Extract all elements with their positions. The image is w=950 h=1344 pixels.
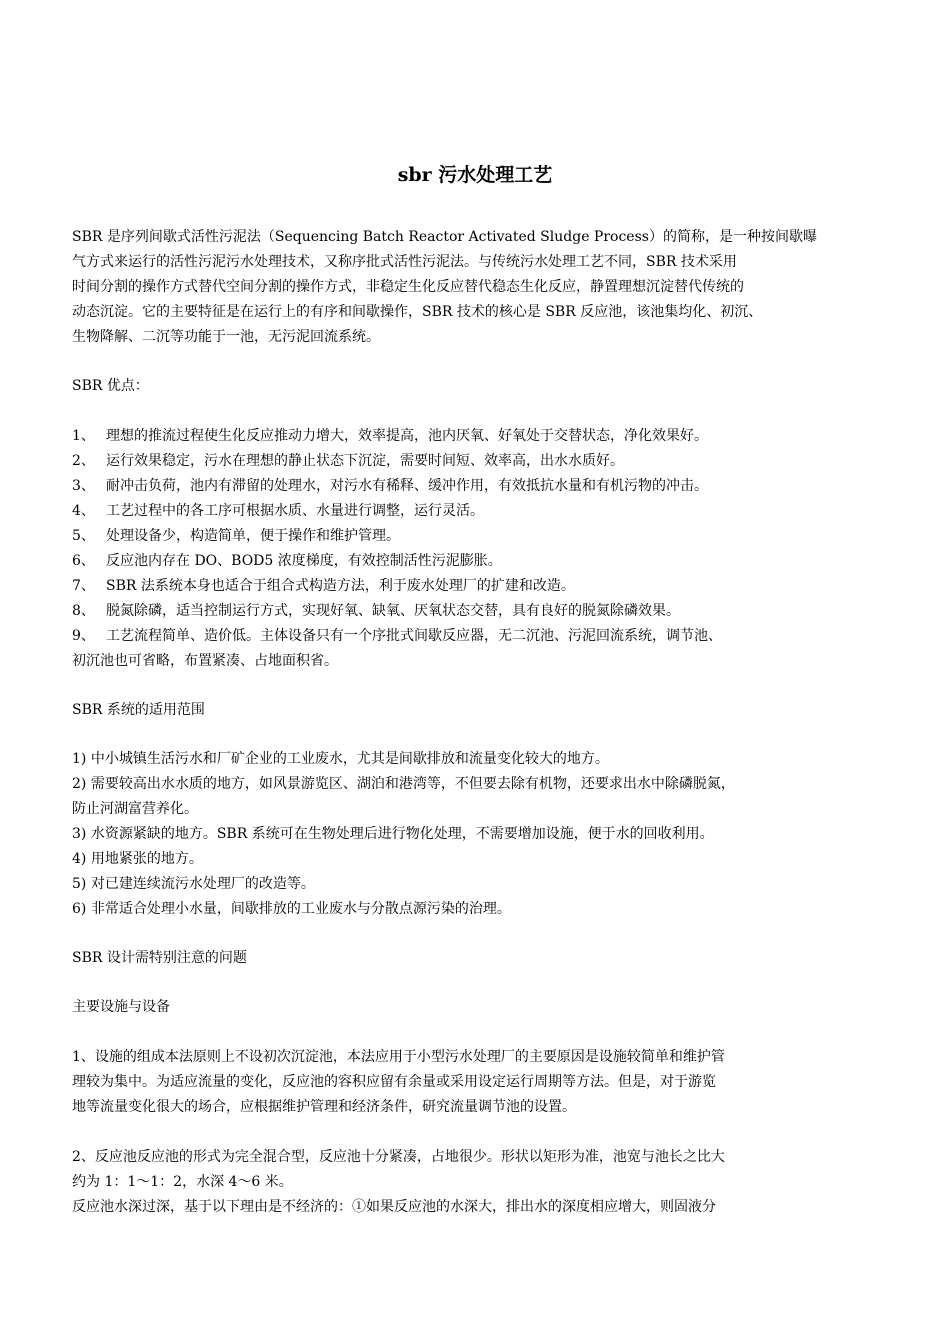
scope-line: 2) 需要较高出水水质的地方，如风景游览区、湖泊和港湾等，不但要去除有机物，还要求出水中除磷脱氮，: [72, 776, 735, 792]
intro-line: 时间分割的操作方式替代空间分割的操作方式，非稳定生化反应替代稳态生化反应，静置理想沉淀替代传统的: [72, 279, 744, 295]
scope-line: 防止河湖富营养化。: [72, 801, 198, 817]
list-item-number: 2、: [72, 453, 95, 469]
paragraph-line: 理较为集中。为适应流量的变化，反应池的容积应留有余量或采用设定运行周期等方法。但是，对于游览: [72, 1074, 716, 1090]
list-item-text: SBR 法系统本身也适合于组合式构造方法，利于废水处理厂的扩建和改造。: [106, 578, 575, 594]
list-item: [72, 624, 722, 648]
list-item-number: 9、: [72, 628, 95, 644]
list-item-text: 运行效果稳定，污水在理想的静止状态下沉淀，需要时间短、效率高，出水水质好。: [106, 453, 624, 469]
list-item-number: 1、: [72, 428, 95, 444]
intro-line: 气方式来运行的活性污泥污水处理技术，又称序批式活性污泥法。与传统污水处理工艺不同，SBR 技术采用: [72, 254, 737, 270]
scope-heading: SBR 系统的适用范围: [72, 702, 205, 718]
list-item-number: 3、: [72, 478, 95, 494]
facilities-heading: 主要设施与设备: [72, 999, 170, 1015]
scope-line: 6) 非常适合处理小水量，间歇排放的工业废水与分散点源污染的治理。: [72, 901, 511, 917]
list-item-text: 脱氮除磷，适当控制运行方式，实现好氧、缺氧、厌氧状态交替，具有良好的脱氮除磷效果。: [106, 603, 680, 619]
list-item: [72, 549, 502, 573]
list-item-number: 7、: [72, 578, 95, 594]
list-item: [72, 524, 400, 548]
paragraph-line: 约为 1：1～1：2，水深 4～6 米。: [72, 1174, 293, 1190]
list-item-number: 8、: [72, 603, 95, 619]
scope-line: 5) 对已建连续流污水处理厂的改造等。: [72, 876, 315, 892]
intro-line: 动态沉淀。它的主要特征是在运行上的有序和间歇操作，SBR 技术的核心是 SBR 反应池，该池集均化、初沉、: [72, 304, 763, 320]
scope-line: 4) 用地紧张的地方。: [72, 851, 203, 867]
list-item-number: 4、: [72, 503, 95, 519]
list-item-number: 6、: [72, 553, 95, 569]
list-item: [72, 574, 575, 598]
list-item: [72, 599, 680, 623]
intro-line: SBR 是序列间歇式活性污泥法（Sequencing Batch Reactor Activated Sludge Process）的简称，是一种按间歇曝: [72, 229, 817, 245]
list-item-text: 反应池内存在 DO、BOD5 浓度梯度，有效控制活性污泥膨胀。: [106, 553, 502, 569]
list-item-text: 工艺流程简单、造价低。主体设备只有一个序批式间歇反应器，无二沉池、污泥回流系统，调节池、: [106, 628, 722, 644]
list-item: [72, 449, 624, 473]
list-item-text: 工艺过程中的各工序可根据水质、水量进行调整，运行灵活。: [106, 503, 484, 519]
paragraph-line: 1、设施的组成本法原则上不设初次沉淀池，本法应用于小型污水处理厂的主要原因是设施较简单和维护管: [72, 1049, 725, 1065]
list-item-text: 耐冲击负荷，池内有滞留的处理水，对污水有稀释、缓冲作用，有效抵抗水量和有机污物的冲击。: [106, 478, 708, 494]
paragraph-line: 2、反应池反应池的形式为完全混合型，反应池十分紧凑，占地很少。形状以矩形为准，池宽与池长之比大: [72, 1149, 725, 1165]
list-item-continuation: 初沉池也可省略，布置紧凑、占地面积省。: [72, 653, 338, 669]
list-item: [72, 499, 484, 523]
scope-line: 3) 水资源紧缺的地方。SBR 系统可在生物处理后进行物化处理，不需要增加设施，便于水的回收利用。: [72, 826, 714, 842]
paragraph-line: 地等流量变化很大的场合，应根据维护管理和经济条件，研究流量调节池的设置。: [72, 1099, 576, 1115]
document-title: sbr 污水处理工艺: [397, 164, 553, 186]
intro-line: 生物降解、二沉等功能于一池，无污泥回流系统。: [72, 329, 380, 345]
list-item-number: 5、: [72, 528, 95, 544]
scope-line: 1) 中小城镇生活污水和厂矿企业的工业废水，尤其是间歇排放和流量变化较大的地方。: [72, 751, 609, 767]
design-heading: SBR 设计需特别注意的问题: [72, 950, 247, 966]
list-item: [72, 424, 708, 448]
list-item-text: 处理设备少，构造简单，便于操作和维护管理。: [106, 528, 400, 544]
advantages-heading: SBR 优点：: [72, 378, 149, 394]
list-item: [72, 474, 708, 498]
list-item-text: 理想的推流过程使生化反应推动力增大，效率提高，池内厌氧、好氧处于交替状态，净化效果好。: [106, 428, 708, 444]
paragraph-line: 反应池水深过深，基于以下理由是不经济的：①如果反应池的水深大，排出水的深度相应增大，则固液分: [72, 1199, 716, 1215]
